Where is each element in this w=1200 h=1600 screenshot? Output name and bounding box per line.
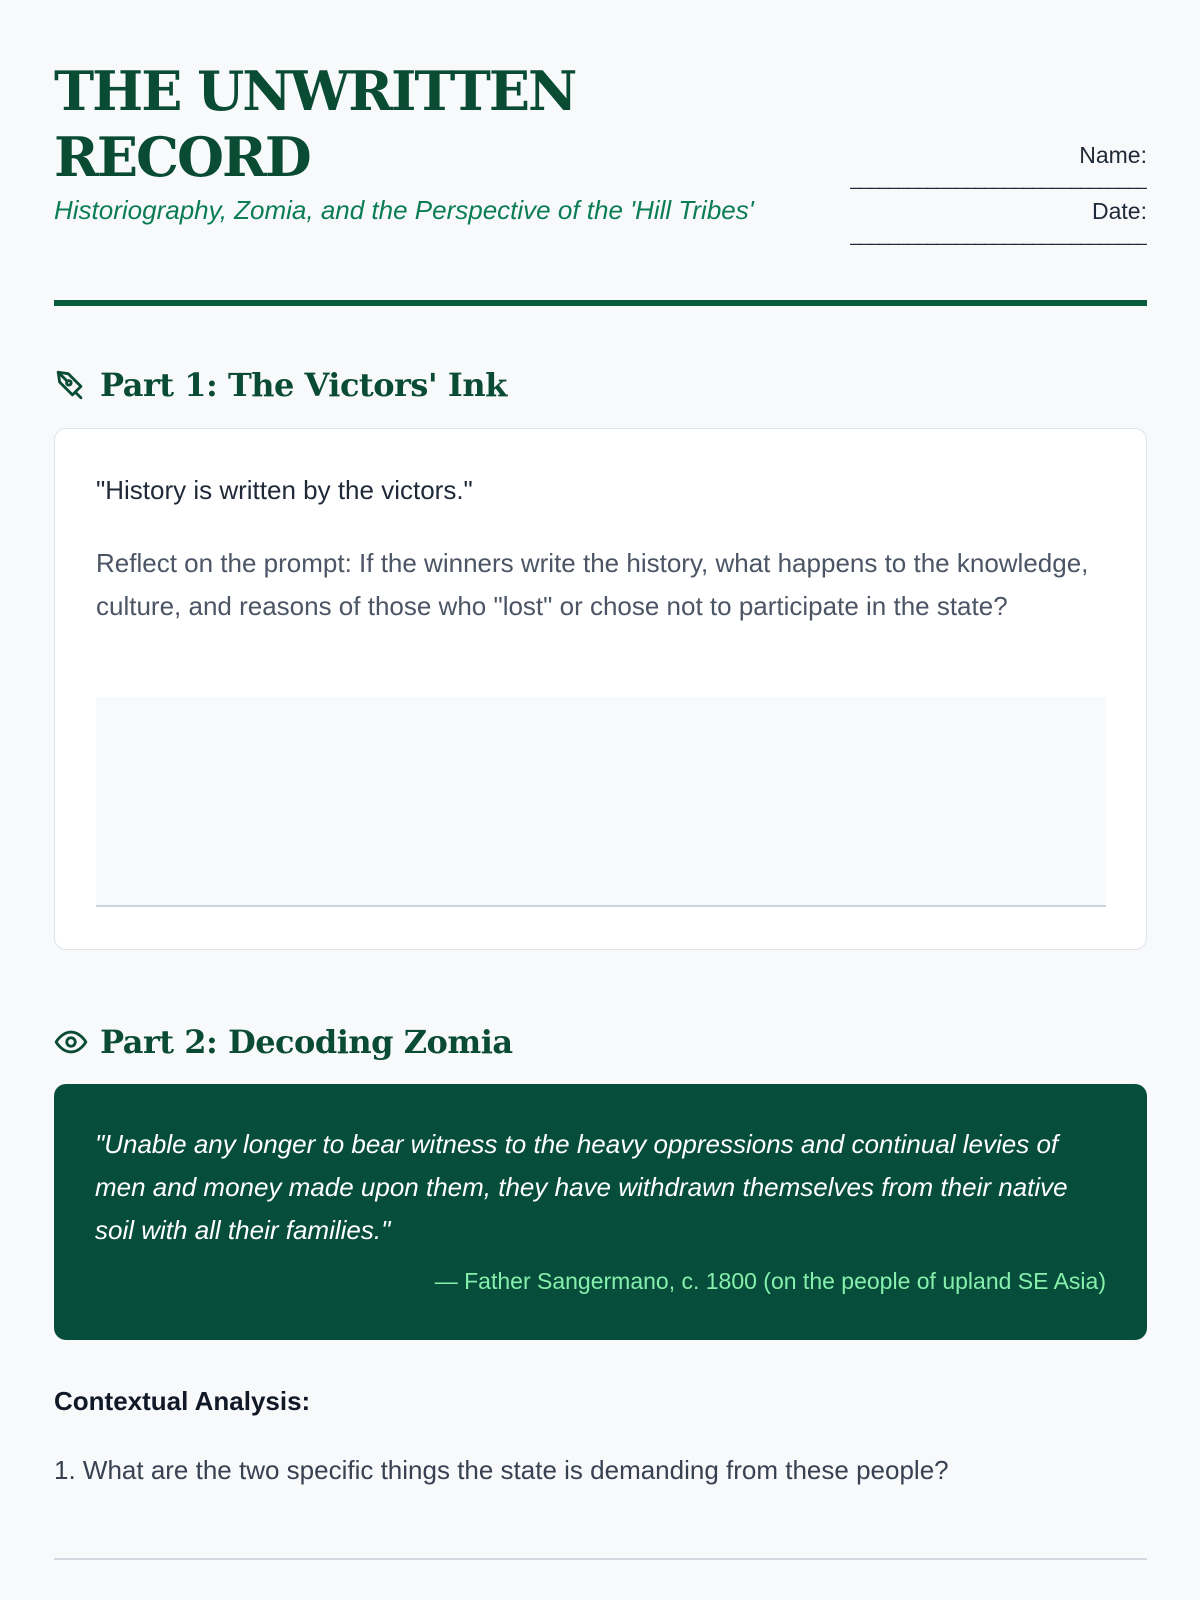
part1-heading — [54, 366, 507, 404]
primary-source-quote — [54, 1084, 1147, 1340]
title-line-2: RECORD — [54, 125, 310, 189]
part1-quote: "History is written by the victors." — [96, 475, 473, 505]
page-subtitle: Historiography, Zomia, and the Perspective of the 'Hill Tribes' — [54, 195, 754, 225]
name-field[interactable]: _______________________________ — [850, 170, 1147, 190]
name-label: Name: — [1079, 142, 1147, 168]
title-line-1: THE UNWRITTEN — [54, 59, 576, 123]
student-info — [747, 140, 1147, 246]
pen-nib-icon — [54, 368, 88, 402]
source-attribution: — Father Sangermano, c. 1800 (on the people of upland SE Asia) — [434, 1268, 1106, 1294]
part1-title: Part 1: The Victors' Ink — [100, 366, 507, 404]
header-divider — [54, 300, 1147, 306]
source-quote-text: "Unable any longer to bear witness to the heavy oppressions and continual levies of men and money made upon them, they have withdrawn themselves from their native soil with all their families." — [95, 1129, 1068, 1245]
part2-heading — [54, 1023, 513, 1061]
eye-icon — [54, 1025, 88, 1059]
date-field[interactable]: _______________________________ — [850, 226, 1147, 246]
answer-line-1[interactable] — [54, 1558, 1147, 1560]
part1-card — [54, 428, 1147, 950]
part1-prompt: Reflect on the prompt: If the winners write the history, what happens to the knowledge, culture, and reasons of those who "lost" or chose not to participate in the state? — [96, 548, 1089, 621]
contextual-analysis-label: Contextual Analysis: — [54, 1386, 311, 1416]
question-1: 1. What are the two specific things the state is demanding from these people? — [54, 1455, 949, 1485]
page-title — [54, 58, 654, 190]
part2-title: Part 2: Decoding Zomia — [100, 1023, 513, 1061]
date-label: Date: — [1092, 198, 1147, 224]
worksheet-header — [54, 0, 1147, 306]
part1-answer-area[interactable] — [96, 697, 1106, 907]
worksheet-page — [54, 0, 1147, 1485]
